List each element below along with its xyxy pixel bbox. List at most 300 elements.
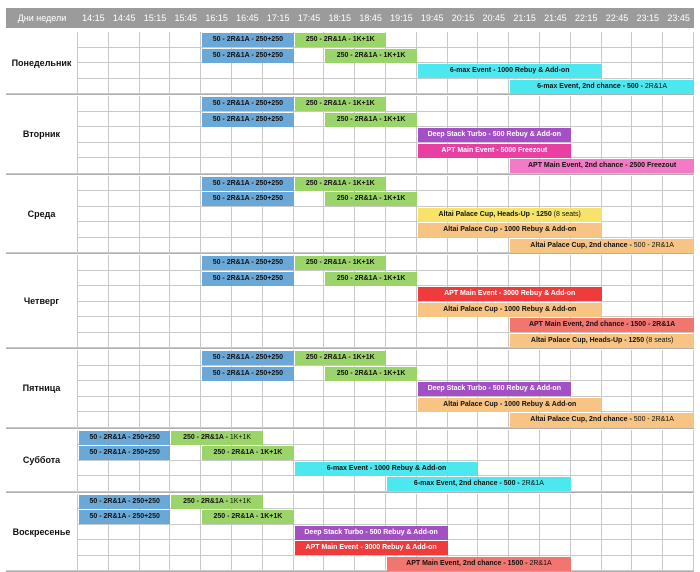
time-header: 18:15 [324,8,355,28]
grid-cell [232,286,263,302]
grid-cell [140,397,171,413]
grid-cell [140,176,171,192]
event-bar[interactable] [171,431,262,445]
time-header: 21:45 [540,8,571,28]
grid-cell [540,350,571,366]
day-separator [6,174,694,175]
grid-cell [170,366,201,382]
grid-cell [294,48,325,64]
event-bar[interactable] [79,431,170,445]
grid-cell [602,381,633,397]
grid-cell [663,476,694,492]
event-bar[interactable] [325,367,416,381]
event-bar[interactable] [295,541,448,555]
grid-cell [324,79,355,95]
grid-cell [509,366,540,382]
event-bar[interactable] [295,526,448,540]
event-title: 50 - 2R&1A - 250+250 [89,497,160,505]
grid-cell [632,540,663,556]
grid-cell [602,286,633,302]
grid-cell [294,509,325,525]
grid-cell [109,127,140,143]
event-title: APT Main Event, 2nd chance - 1500 - 2R&1A [528,321,676,328]
event-bar[interactable] [171,495,262,509]
grid-cell [263,381,294,397]
grid-cell [140,412,171,428]
grid-cell [509,461,540,477]
grid-cell [602,509,633,525]
event-bar[interactable] [418,303,602,317]
grid-cell [294,238,325,254]
grid-cell [632,207,663,223]
event-bar[interactable] [295,177,386,191]
event-bar[interactable] [325,192,416,206]
grid-cell [140,143,171,159]
grid-cell [571,48,602,64]
event-bar[interactable] [418,208,602,222]
day-separator [6,348,694,349]
grid-cell [602,366,633,382]
grid-cell [478,509,509,525]
grid-cell [386,63,417,79]
grid-cell [324,397,355,413]
event-title: APT Main Event - 3000 Rebuy & Add-on [305,544,437,551]
event-detail: 500 - 2R&1A [633,416,674,423]
grid-cell [140,255,171,271]
grid-cell [324,476,355,492]
grid-cell [355,207,386,223]
grid-cell [386,286,417,302]
grid-cell [663,127,694,143]
grid-cell [294,445,325,461]
event-bar[interactable] [510,334,694,348]
grid-cell [571,96,602,112]
grid-cell [509,430,540,446]
grid-cell [355,556,386,572]
event-bar[interactable] [202,367,293,381]
grid-cell [140,461,171,477]
grid-cell [478,191,509,207]
event-bar[interactable] [510,413,694,427]
grid-cell [478,461,509,477]
grid-cell [109,397,140,413]
grid-cell [417,238,448,254]
event-bar[interactable] [325,49,416,63]
grid-cell [540,191,571,207]
grid-cell [324,430,355,446]
event-detail: 500 - 2R&1A [633,241,674,249]
grid-cell [324,302,355,318]
grid-cell [294,143,325,159]
grid-cell [109,176,140,192]
grid-cell [540,461,571,477]
grid-cell [170,461,201,477]
event-bar[interactable] [295,256,386,270]
grid-cell [294,271,325,287]
event-bar[interactable] [202,97,293,111]
grid-cell [663,509,694,525]
event-bar[interactable] [202,113,293,127]
event-bar[interactable] [202,49,293,63]
event-title: 250 - 2R&1A - [183,497,230,505]
grid-cell [571,143,602,159]
grid-cell [324,63,355,79]
grid-cell [201,317,232,333]
event-bar[interactable] [510,239,694,253]
grid-cell [663,445,694,461]
grid-cell [324,381,355,397]
grid-cell [232,333,263,349]
event-title: 250 - 2R&1A - 1K+1K [305,100,375,107]
event-title: 250 - 2R&1A - 1K+1K [336,369,406,377]
time-header: 14:45 [109,8,140,28]
grid-cell [109,366,140,382]
grid-cell [201,397,232,413]
grid-cell [109,461,140,477]
event-bar[interactable] [79,510,170,524]
grid-cell [540,176,571,192]
grid-cell [386,430,417,446]
grid-cell [386,96,417,112]
grid-cell [201,127,232,143]
time-header: 23:15 [632,8,663,28]
grid-cell [478,333,509,349]
event-bar[interactable] [510,318,694,332]
grid-cell [355,238,386,254]
grid-cell [78,350,109,366]
event-bar[interactable] [418,287,602,301]
grid-cell [170,112,201,128]
grid-cell [232,540,263,556]
event-title: APT Main Event - 3000 Rebuy & Add-on [444,290,576,297]
grid-cell [448,255,479,271]
grid-cell [294,158,325,174]
event-bar[interactable] [295,351,386,365]
grid-cell [109,412,140,428]
grid-cell [632,397,663,413]
event-title: 50 - 2R&1A - 250+250 [212,179,284,187]
grid-cell [78,397,109,413]
grid-cell [232,525,263,541]
grid-cell [201,207,232,223]
grid-cell [478,96,509,112]
grid-cell [448,238,479,254]
grid-cell [324,556,355,572]
event-bar[interactable] [418,382,571,396]
grid-cell [78,127,109,143]
grid-cell [663,191,694,207]
event-bar[interactable] [325,113,416,127]
grid-cell [355,222,386,238]
grid-cell [632,191,663,207]
grid-cell [571,127,602,143]
time-header: 15:15 [140,8,171,28]
grid-cell [294,191,325,207]
event-title: APT Main Event - 5000 Freezout [441,146,548,154]
grid-cell [232,397,263,413]
grid-cell [417,509,448,525]
event-title: 250 - 2R&1A - 1K+1K [336,195,406,202]
event-bar[interactable] [295,33,386,47]
grid-cell [417,158,448,174]
event-bar[interactable] [202,192,293,206]
grid-cell [602,494,633,510]
grid-cell [448,32,479,48]
grid-cell [78,79,109,95]
grid-cell [78,96,109,112]
grid-cell [386,176,417,192]
grid-cell [663,381,694,397]
grid-cell [294,476,325,492]
grid-cell [386,32,417,48]
event-bar[interactable] [418,398,602,412]
event-bar[interactable] [202,256,293,270]
grid-cell [140,302,171,318]
grid-cell [386,445,417,461]
grid-cell [170,540,201,556]
day-label: Понедельник [6,32,78,94]
grid-cell [602,397,633,413]
event-bar[interactable] [387,477,571,491]
grid-cell [386,127,417,143]
event-title: 250 - 2R&1A - 1K+1K [213,449,283,456]
event-bar[interactable] [202,351,293,365]
grid-cell [109,222,140,238]
grid-cell [109,540,140,556]
event-bar[interactable] [418,64,602,78]
event-bar[interactable] [79,495,170,509]
grid-cell [170,397,201,413]
grid-cell [540,540,571,556]
grid-cell [232,143,263,159]
grid-cell [386,207,417,223]
grid-cell [663,350,694,366]
grid-cell [109,525,140,541]
grid-cell [170,525,201,541]
grid-cell [355,397,386,413]
grid-cell [632,509,663,525]
event-bar[interactable] [510,159,694,173]
grid-cell [602,63,633,79]
grid-cell [478,317,509,333]
grid-cell [201,476,232,492]
event-detail: 1K+1K [229,497,252,505]
grid-cell [386,79,417,95]
grid-cell [324,158,355,174]
grid-cell [78,271,109,287]
grid-cell [571,461,602,477]
grid-cell [478,112,509,128]
grid-cell [109,350,140,366]
grid-cell [540,366,571,382]
grid-cell [78,412,109,428]
grid-cell [294,556,325,572]
event-bar[interactable] [418,144,571,158]
event-bar[interactable] [510,80,694,94]
event-bar[interactable] [387,557,571,571]
grid-cell [140,48,171,64]
grid-cell [602,476,633,492]
grid-cell [232,158,263,174]
grid-cell [571,191,602,207]
grid-cell [109,302,140,318]
grid-cell [78,191,109,207]
event-bar[interactable] [202,510,293,524]
grid-cell [263,302,294,318]
grid-cell [294,79,325,95]
event-bar[interactable] [295,97,386,111]
grid-cell [78,176,109,192]
grid-cell [540,430,571,446]
grid-cell [509,540,540,556]
grid-cell [78,48,109,64]
grid-cell [386,381,417,397]
grid-cell [355,302,386,318]
grid-cell [448,430,479,446]
grid-cell [663,222,694,238]
event-title: Altai Palace Cup - 1000 Rebuy & Add-on [443,226,577,233]
grid-cell [632,494,663,510]
grid-cell [602,32,633,48]
grid-cell [170,381,201,397]
grid-cell [478,48,509,64]
grid-cell [478,255,509,271]
day-label: Суббота [6,430,78,492]
grid-cell [78,461,109,477]
event-bar[interactable] [295,462,479,476]
grid-cell [571,445,602,461]
event-title: 250 - 2R&1A - 1K+1K [213,513,283,520]
grid-cell [632,176,663,192]
grid-cell [417,350,448,366]
event-title: Altai Palace Cup - 1000 Rebuy & Add-on [443,400,577,408]
grid-cell [632,476,663,492]
grid-cell [109,381,140,397]
grid-cell [355,79,386,95]
grid-cell [201,79,232,95]
grid-cell [509,176,540,192]
grid-cell [263,317,294,333]
event-bar[interactable] [418,128,571,142]
grid-cell [355,286,386,302]
grid-cell [263,476,294,492]
grid-cell [540,271,571,287]
grid-cell [632,96,663,112]
grid-cell [386,143,417,159]
event-title: Deep Stack Turbo - 500 Rebuy & Add-on [427,385,561,392]
grid-cell [263,494,294,510]
grid-cell [78,333,109,349]
grid-cell [78,158,109,174]
grid-cell [663,286,694,302]
grid-cell [170,79,201,95]
grid-cell [355,476,386,492]
grid-cell [448,317,479,333]
event-detail: 2R&1A [521,480,544,487]
grid-cell [263,540,294,556]
grid-cell [201,333,232,349]
grid-cell [478,540,509,556]
grid-cell [417,112,448,128]
grid-cell [602,430,633,446]
grid-cell [663,461,694,477]
grid-cell [140,271,171,287]
grid-cell [540,48,571,64]
grid-cell [324,238,355,254]
grid-cell [78,143,109,159]
grid-cell [355,494,386,510]
grid-cell [170,286,201,302]
grid-cell [663,207,694,223]
event-title: 250 - 2R&1A - 1K+1K [336,274,406,282]
grid-cell [109,191,140,207]
grid-cell [201,222,232,238]
grid-cell [170,96,201,112]
event-title: 50 - 2R&1A - 250+250 [212,100,284,107]
grid-cell [263,333,294,349]
grid-cell [109,143,140,159]
grid-cell [571,430,602,446]
event-bar[interactable] [202,272,293,286]
grid-cell [140,79,171,95]
time-header: 16:15 [201,8,232,28]
grid-cell [448,112,479,128]
time-header: 22:45 [602,8,633,28]
event-bar[interactable] [202,177,293,191]
day-separator [6,492,694,493]
grid-cell [417,494,448,510]
event-bar[interactable] [202,33,293,47]
grid-cell [478,79,509,95]
event-bar[interactable] [79,446,170,460]
grid-cell [663,271,694,287]
event-title: 50 - 2R&1A - 250+250 [212,369,284,377]
grid-cell [109,333,140,349]
event-title: Altai Palace Cup, Heads-Up - 1250 [530,336,647,344]
grid-cell [109,32,140,48]
event-bar[interactable] [325,272,416,286]
grid-cell [170,509,201,525]
grid-cell [632,302,663,318]
grid-cell [263,207,294,223]
event-bar[interactable] [202,446,293,460]
grid-cell [663,494,694,510]
event-title: 6-max Event - 1000 Rebuy & Add-on [326,464,447,472]
grid-cell [417,96,448,112]
grid-cell [386,238,417,254]
grid-cell [448,96,479,112]
grid-cell [140,238,171,254]
grid-cell [324,412,355,428]
grid-cell [170,191,201,207]
event-detail: 2R&1A [529,559,552,567]
grid-cell [109,112,140,128]
grid-cell [170,48,201,64]
grid-cell [324,222,355,238]
grid-cell [478,158,509,174]
grid-cell [448,494,479,510]
grid-cell [540,112,571,128]
grid-cell [294,112,325,128]
grid-cell [109,63,140,79]
grid-cell [632,350,663,366]
grid-cell [294,286,325,302]
grid-cell [294,317,325,333]
event-bar[interactable] [418,223,602,237]
grid-cell [663,540,694,556]
grid-cell [170,412,201,428]
grid-cell [170,222,201,238]
